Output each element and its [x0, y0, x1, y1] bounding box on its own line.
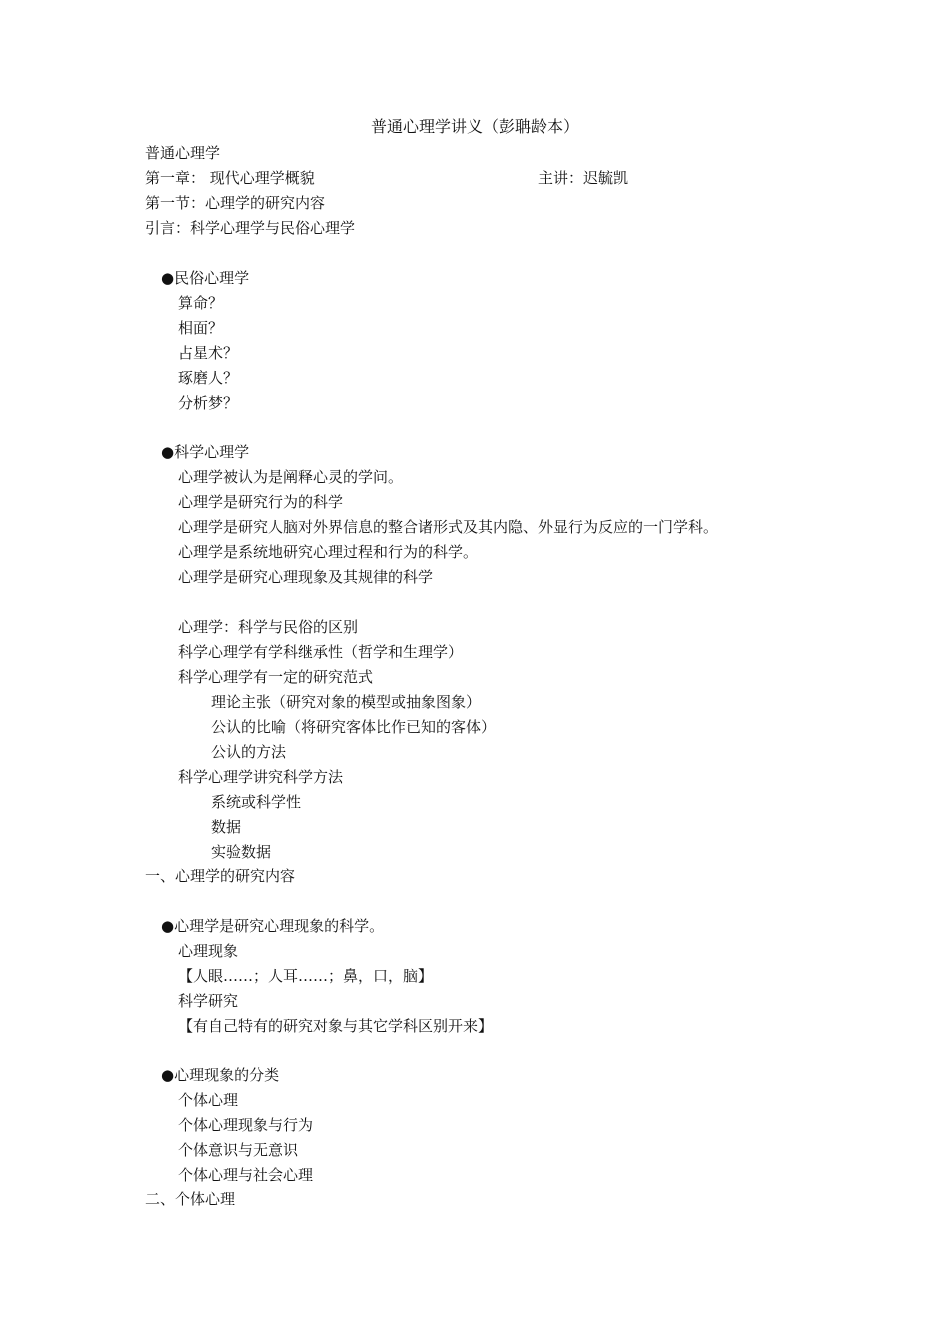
inheritance-line: 科学心理学有学科继承性（哲学和生理学）: [178, 643, 464, 661]
method-item: 实验数据: [211, 843, 272, 861]
folk-psychology-heading: ●民俗心理学: [161, 269, 250, 287]
lecturer-line: 主讲：迟毓凯: [538, 169, 629, 187]
phenomena-line: 科学研究: [178, 992, 239, 1010]
phenomena-line: 【有自己特有的研究对象与其它学科区别开来】: [178, 1017, 494, 1035]
method-item: 数据: [211, 818, 242, 836]
folk-item: 算命？: [178, 294, 224, 312]
paradigm-item: 公认的比喻（将研究客体比作已知的客体）: [211, 718, 497, 736]
classification-item: 个体心理: [178, 1091, 239, 1109]
paradigm-item: 公认的方法: [211, 743, 287, 761]
chapter-line: 第一章： 现代心理学概貌: [145, 169, 315, 187]
phenomena-line: 心理现象: [178, 942, 239, 960]
definition-line: 心理学是研究心理现象及其规律的科学: [178, 568, 434, 586]
definition-line: 心理学是系统地研究心理过程和行为的科学。: [178, 543, 479, 561]
phenomena-heading: ●心理学是研究心理现象的科学。: [161, 917, 385, 935]
folk-item: 相面？: [178, 319, 224, 337]
classification-heading: ●心理现象的分类: [161, 1066, 280, 1084]
paradigm-item: 理论主张（研究对象的模型或抽象图象）: [211, 693, 482, 711]
folk-item: 琢磨人？: [178, 369, 239, 387]
science-psychology-heading: ●科学心理学: [161, 443, 250, 461]
part-one-heading: 一、心理学的研究内容: [145, 867, 296, 885]
subject-line: 普通心理学: [145, 144, 221, 162]
method-item: 系统或科学性: [211, 793, 302, 811]
paradigm-label: 科学心理学有一定的研究范式: [178, 668, 374, 686]
document-title: 普通心理学讲义（彭聃龄本）: [370, 117, 579, 136]
phenomena-line: 【人眼……；人耳……；鼻，口，脑】: [178, 967, 434, 985]
classification-item: 个体意识与无意识: [178, 1141, 299, 1159]
folk-item: 分析梦？: [178, 394, 239, 412]
difference-line: 心理学：科学与民俗的区别: [178, 618, 359, 636]
part-two-heading: 二、个体心理: [145, 1190, 236, 1208]
section-line: 第一节：心理学的研究内容: [145, 194, 326, 212]
classification-item: 个体心理现象与行为: [178, 1116, 314, 1134]
classification-item: 个体心理与社会心理: [178, 1166, 314, 1184]
definition-line: 心理学被认为是阐释心灵的学问。: [178, 468, 404, 486]
method-label: 科学心理学讲究科学方法: [178, 768, 344, 786]
definition-line: 心理学是研究人脑对外界信息的整合诸形式及其内隐、外显行为反应的一门学科。: [178, 518, 719, 536]
definition-line: 心理学是研究行为的科学: [178, 493, 344, 511]
intro-line: 引言：科学心理学与民俗心理学: [145, 219, 356, 237]
folk-item: 占星术？: [178, 344, 239, 362]
